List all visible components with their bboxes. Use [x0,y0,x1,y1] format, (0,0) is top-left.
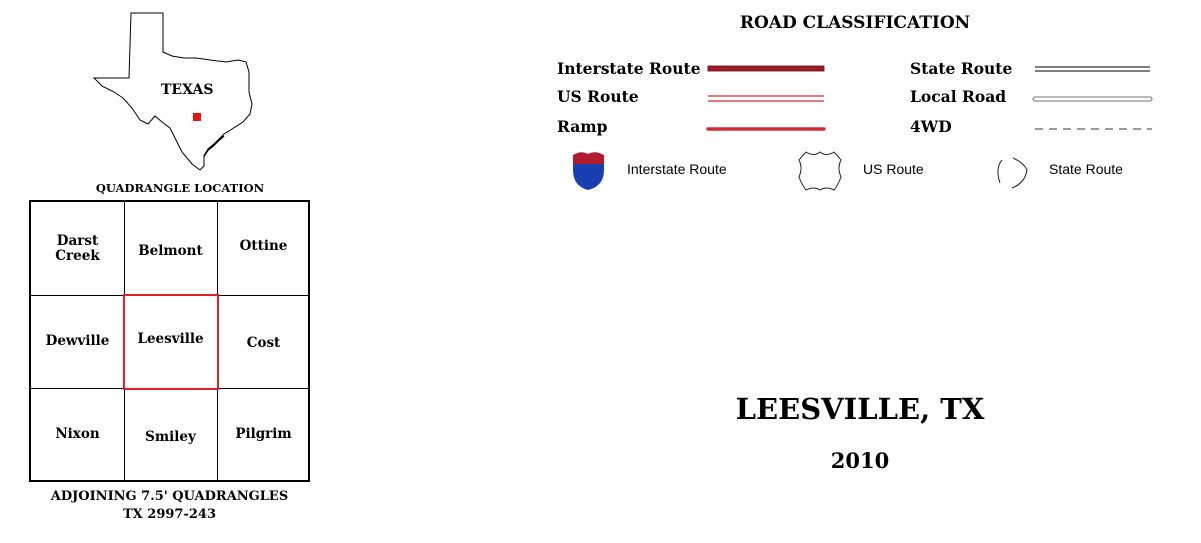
quad-cell-ottine: Ottine [239,237,288,254]
quad-cell-belmont: Belmont [138,242,203,259]
legend-label-local-road: Local Road [910,87,1007,106]
quad-cell-darst-creek: Darst Creek [55,232,100,264]
quad-cell-smiley: Smiley [145,428,196,445]
legend-label-us-route: US Route [557,87,639,106]
legend-label-ramp: Ramp [557,117,608,136]
interstate-line-symbol [708,66,824,71]
map-year: 2010 [830,448,890,473]
interstate-shield-icon [573,152,604,190]
shield-label-us-route: US Route [863,161,924,177]
state-label: TEXAS [161,82,214,98]
shield-label-interstate: Interstate Route [627,161,727,177]
quadrangle-id: TX 2997-243 [123,507,216,522]
quad-cell-nixon: Nixon [55,425,100,442]
legend-label-state-route: State Route [910,59,1013,78]
quad-cell-cost: Cost [246,334,281,351]
quad-cell-dewville: Dewville [45,333,110,349]
quad-cell-leesville: Leesville [137,331,204,347]
state-route-shield-icon [998,158,1027,188]
quad-cell-pilgrim: Pilgrim [235,425,292,442]
legend-label-4wd: 4WD [910,117,952,136]
road-classification-title: ROAD CLASSIFICATION [739,13,971,33]
road-symbols [0,0,1201,200]
legend-label-interstate: Interstate Route [557,59,701,78]
local-road-line-symbol [1033,97,1152,101]
adjoining-quadrangles-title: ADJOINING 7.5' QUADRANGLES [50,489,289,504]
quadrangle-grid [29,200,310,482]
shield-label-state-route: State Route [1049,161,1123,177]
quadrangle-location-caption: QUADRANGLE LOCATION [95,181,265,195]
map-title: LEESVILLE, TX [735,392,985,426]
us-route-shield-icon [799,152,841,190]
